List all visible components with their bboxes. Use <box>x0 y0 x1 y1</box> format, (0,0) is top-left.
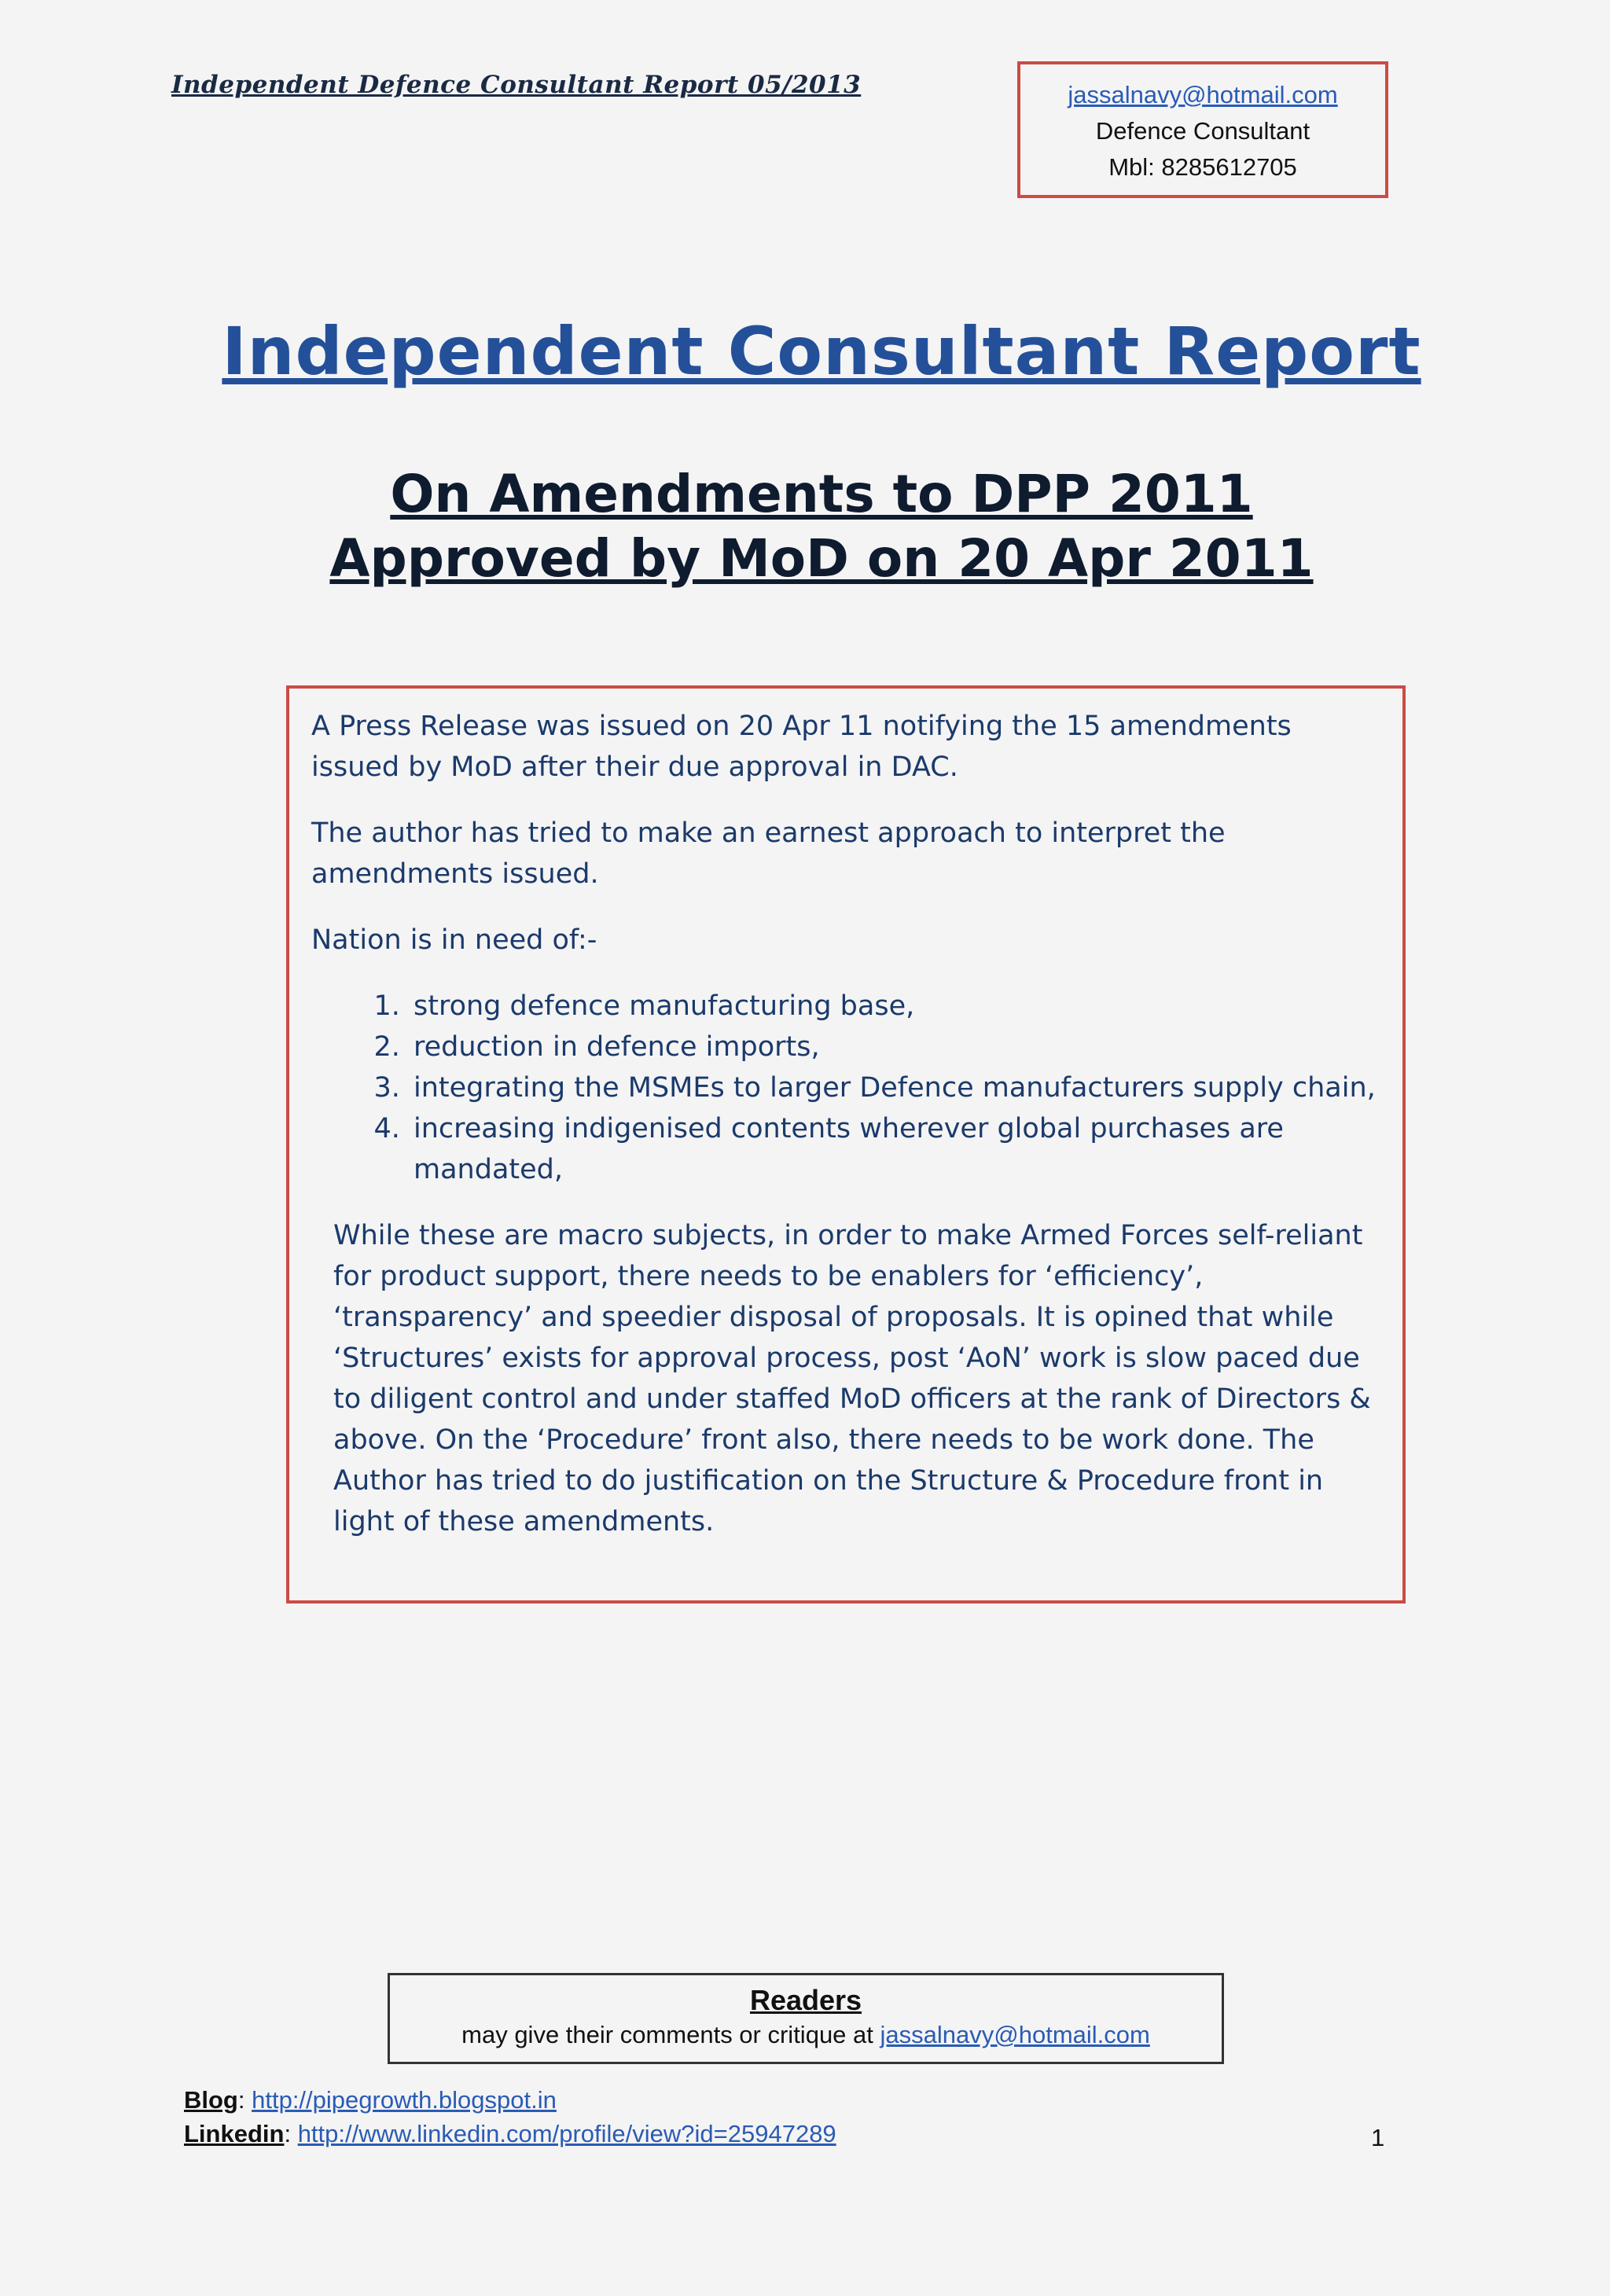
readers-email-link[interactable]: jassalnavy@hotmail.com <box>880 2021 1150 2048</box>
subtitle-line-2: Approved by MoD on 20 Apr 2011 <box>329 528 1314 589</box>
list-item: 1. strong defence manufacturing base, <box>409 986 1379 1027</box>
readers-text: may give their comments or critique at <box>461 2021 873 2048</box>
page-number: 1 <box>1371 2124 1385 2151</box>
needs-list <box>311 986 1379 1190</box>
contact-email-link[interactable]: jassalnavy@hotmail.com <box>1068 81 1338 108</box>
linkedin-link[interactable]: http://www.linkedin.com/profile/view?id=25947289 <box>297 2120 836 2147</box>
summary-paragraph-4: While these are macro subjects, in order to make Armed Forces self-reliant for product support, there needs to be enablers for ‘efficiency’, ‘transparency’ and speedier disposal of proposals. It is opined that while ‘Structures’ exists for approval process, post ‘AoN’ work is slow paced due to diligent control and under staffed MoD officers at the rank of Directors & above. On the ‘Procedure’ front also, there needs to be work done. The Author has tried to do justification on the Structure & Procedure front in light of these amendments. <box>333 1220 1371 1537</box>
list-item: 4. increasing indigenised contents wherever global purchases are mandated, <box>409 1108 1379 1190</box>
readers-line <box>390 2018 1222 2052</box>
page-title: Independent Consultant Report <box>222 313 1421 390</box>
blog-link[interactable]: http://pipegrowth.blogspot.in <box>252 2086 557 2114</box>
contact-box <box>1017 61 1388 198</box>
blog-line: Blog: http://pipegrowth.blogspot.in <box>184 2086 557 2114</box>
linkedin-line: Linkedin: http://www.linkedin.com/profile/view?id=25947289 <box>184 2120 836 2147</box>
contact-role: Defence Consultant <box>1095 117 1310 145</box>
linkedin-label: Linkedin <box>184 2120 285 2147</box>
page-subtitle <box>0 462 1610 591</box>
subtitle-line-1: On Amendments to DPP 2011 <box>390 464 1253 524</box>
summary-box <box>286 685 1406 1604</box>
readers-box <box>388 1973 1224 2064</box>
blog-label: Blog <box>184 2086 238 2114</box>
report-header: Independent Defence Consultant Report 05/2013 <box>171 71 862 99</box>
list-item: 3. integrating the MSMEs to larger Defence manufacturers supply chain, <box>409 1067 1379 1108</box>
summary-paragraph-3: Nation is in need of:- <box>311 924 597 956</box>
summary-paragraph-2: The author has tried to make an earnest approach to interpret the amendments issued. <box>311 817 1226 890</box>
contact-mobile: Mbl: 8285612705 <box>1108 153 1297 181</box>
summary-paragraph-1: A Press Release was issued on 20 Apr 11 notifying the 15 amendments issued by MoD after their due approval in DAC. <box>311 711 1292 783</box>
readers-heading: Readers <box>749 1984 862 2016</box>
list-item: 2. reduction in defence imports, <box>409 1027 1379 1067</box>
